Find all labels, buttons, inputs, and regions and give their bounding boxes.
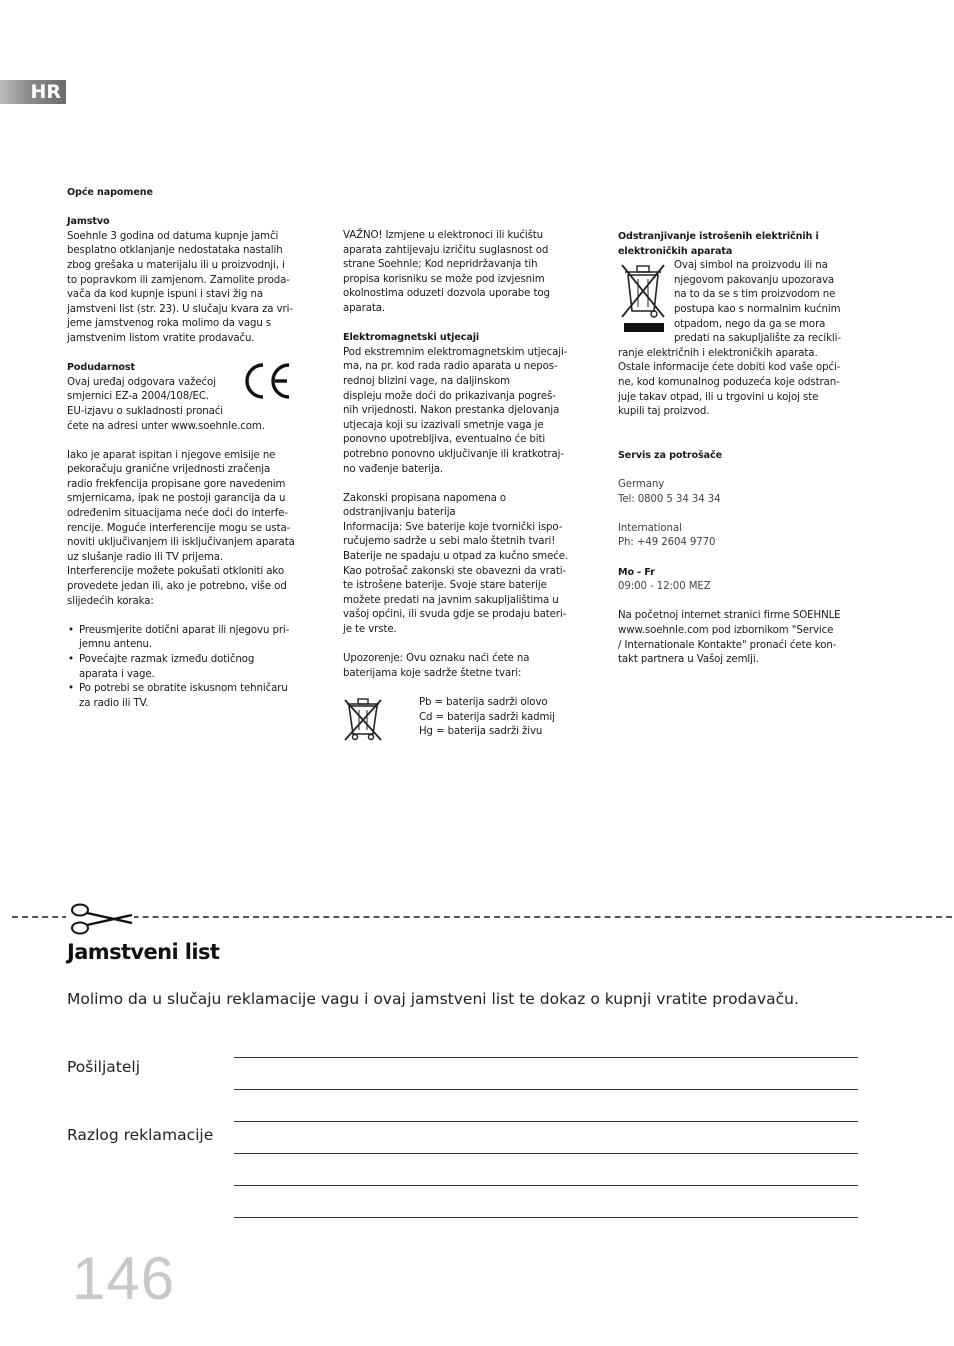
sender-line[interactable] [234,1121,858,1122]
emc-heading: Elektromagnetski utjecaji [343,332,480,344]
general-notes-heading: Opće napomene [67,187,153,198]
column-disposal-service [618,230,866,668]
hours-value: 09:00 - 12:00 MEZ [618,581,711,593]
reason-line[interactable] [234,1185,858,1186]
conformity-block [67,361,315,434]
disposal-indented-text: Ovaj simbol na proizvodu ili na njegovom pakovanju upozorava na to da se s tim proizvodom ne postupa kao s normalnim kućnim otpadom, nego da ga se mora predati na sakupljalište za recikli- [674,260,841,345]
page-number: 146 [72,1245,176,1312]
sender-line[interactable] [234,1057,858,1058]
list-item: • Povećajte razmak između dotičnog aparata i vage. [79,653,315,682]
coupon-title: Jamstveni list [67,940,220,964]
battery-symbol-row [343,696,589,744]
battery-warning-text: Upozorenje: Ovu oznaku naći ćete na baterijama koje sadrže štetne tvari: [343,653,530,679]
sender-label: Pošiljatelj [67,1058,140,1076]
germany-phone: Tel: 0800 5 34 34 34 [618,493,721,505]
coupon-intro: Molimo da u slučaju reklamacije vagu i ovaj jamstveni list te dokaz o kupnji vratite prodavaču. [67,990,799,1008]
sender-line[interactable] [234,1089,858,1090]
warranty-text: Soehnle 3 godina od datuma kupnje jamči besplatno otklanjanje nedostataka nastalih zbog grešaka u materijalu ili u proizvodnji, i to popravkom ili zamjenom. Zamolite proda- vača da kod kupnje ispuni i stavi žig na jamstveni list (str. 23). U slučaju kvara za vri- jeme jamstvenog roka molimo da vagu s jamstvenim listom vratite prodavaču. [67,230,293,344]
list-item: • Po potrebi se obratite iskusnom tehničaru za radio ili TV. [79,682,315,711]
ce-mark-icon [241,361,293,401]
disposal-heading: Odstranjivanje istrošenih električnih i elektroničkih aparata [618,231,819,257]
column-important [343,229,589,744]
reason-label: Razlog reklamacije [67,1126,214,1144]
international-label: International [618,522,682,534]
warranty-heading: Jamstvo [67,216,110,228]
disposal-text: ranje električnih i elektroničkih aparata. Ostale informacije ćete dobiti kod vaše opći- ne, kod komunalnog poduzeća koje odstran- juje takav otpad, ili u trgovini u kojoj ste kupili taj proizvod. [618,347,841,418]
germany-label: Germany [618,479,665,491]
conformity-heading: Podudarnost [67,362,136,374]
list-item: • Preusmjerite dotični aparat ili njegovu pri- jemnu antenu. [79,624,315,653]
interference-steps-list [67,624,315,712]
international-phone: Ph: +49 2604 9770 [618,537,716,549]
interference-text: Iako je aparat ispitan i njegove emisije ne pekoračuju granične vrijednosti zračenja radio frekfencija propisane gore navedenim smjernicama, ipak ne postoji garancija da u određenim situacijama neće doći do interfe- rencije. Moguće interferencije mogu se usta- noviti uključivanjem ili isključivanjem aparata uz slušanje radio ili TV prijema. Interferencije možete pokušati otkloniti ako provedete jedan ili, ako je potrebno, više od slijedećih koraka: [67,449,295,607]
cut-line [12,916,952,918]
reason-line[interactable] [234,1153,858,1154]
battery-legend: Pb = baterija sadrži olovo Cd = baterija sadrži kadmij Hg = baterija sadrži živu [419,697,555,738]
language-tab: HR [0,80,66,104]
conformity-text: Ovaj uređaj odgovara važećoj smjernici EZ-a 2004/108/EC. EU-izjavu o sukladnosti pronaći ćete na adresi unter www.soehnle.com. [67,376,265,432]
battery-disposal-text: Zakonski propisana napomena o odstranjivanju baterija Informacija: Sve baterije koje tvornički ispo- ručujemo sadrže u sebi malo štetnih tvari! Baterije ne spadaju u otpad za kučno smeće. Kao potrošač zakonski ste obavezni da vrati- te istrošene baterije. Svoje stare baterije možete predati na javnim sakupljalištima u vašoj općini, ili svuda gdje se prodaju bateri- je te vrste. [343,492,569,636]
hours-label: Mo - Fr [618,566,655,578]
reason-line[interactable] [234,1217,858,1218]
column-general-notes [67,186,315,711]
service-heading: Servis za potrošače [618,449,722,461]
emc-text: Pod ekstremnim elektromagnetskim utjecaji- ma, na pr. kod rada radio aparata u nepos- rednoj blizini vage, na daljinskom displeju može doći do prikazivanja pogreš- nih vrijednosti. Nakon prestanka djelovanja utjecaja koji su izazivali smetnje vaga je ponovno upotrebljiva, eventualno će biti potrebno ponovno uključivanje ili kratkotraj- no vađenje baterija. [343,346,568,475]
important-text: VAŽNO! Izmjene u elektronoci ili kućištu aparata zahtijevaju izričitu suglasnost od strane Soehnle; Kod nepridržavanja tih propisa korisniku se može pod izvjesnim okolnostima oduzeti dozvola uporabe tog aparata. [343,230,550,314]
website-text: Na početnoj internet stranici firme SOEHNLE www.soehnle.com pod izbornikom "Service / Internationale Kontakte" pronaći ćete kon- takt partnera u Vašoj zemlji. [618,610,841,666]
weee-bin-icon [618,261,670,335]
crossed-bin-icon [343,696,383,742]
scissors-icon [66,902,134,936]
weee-block [618,259,866,347]
